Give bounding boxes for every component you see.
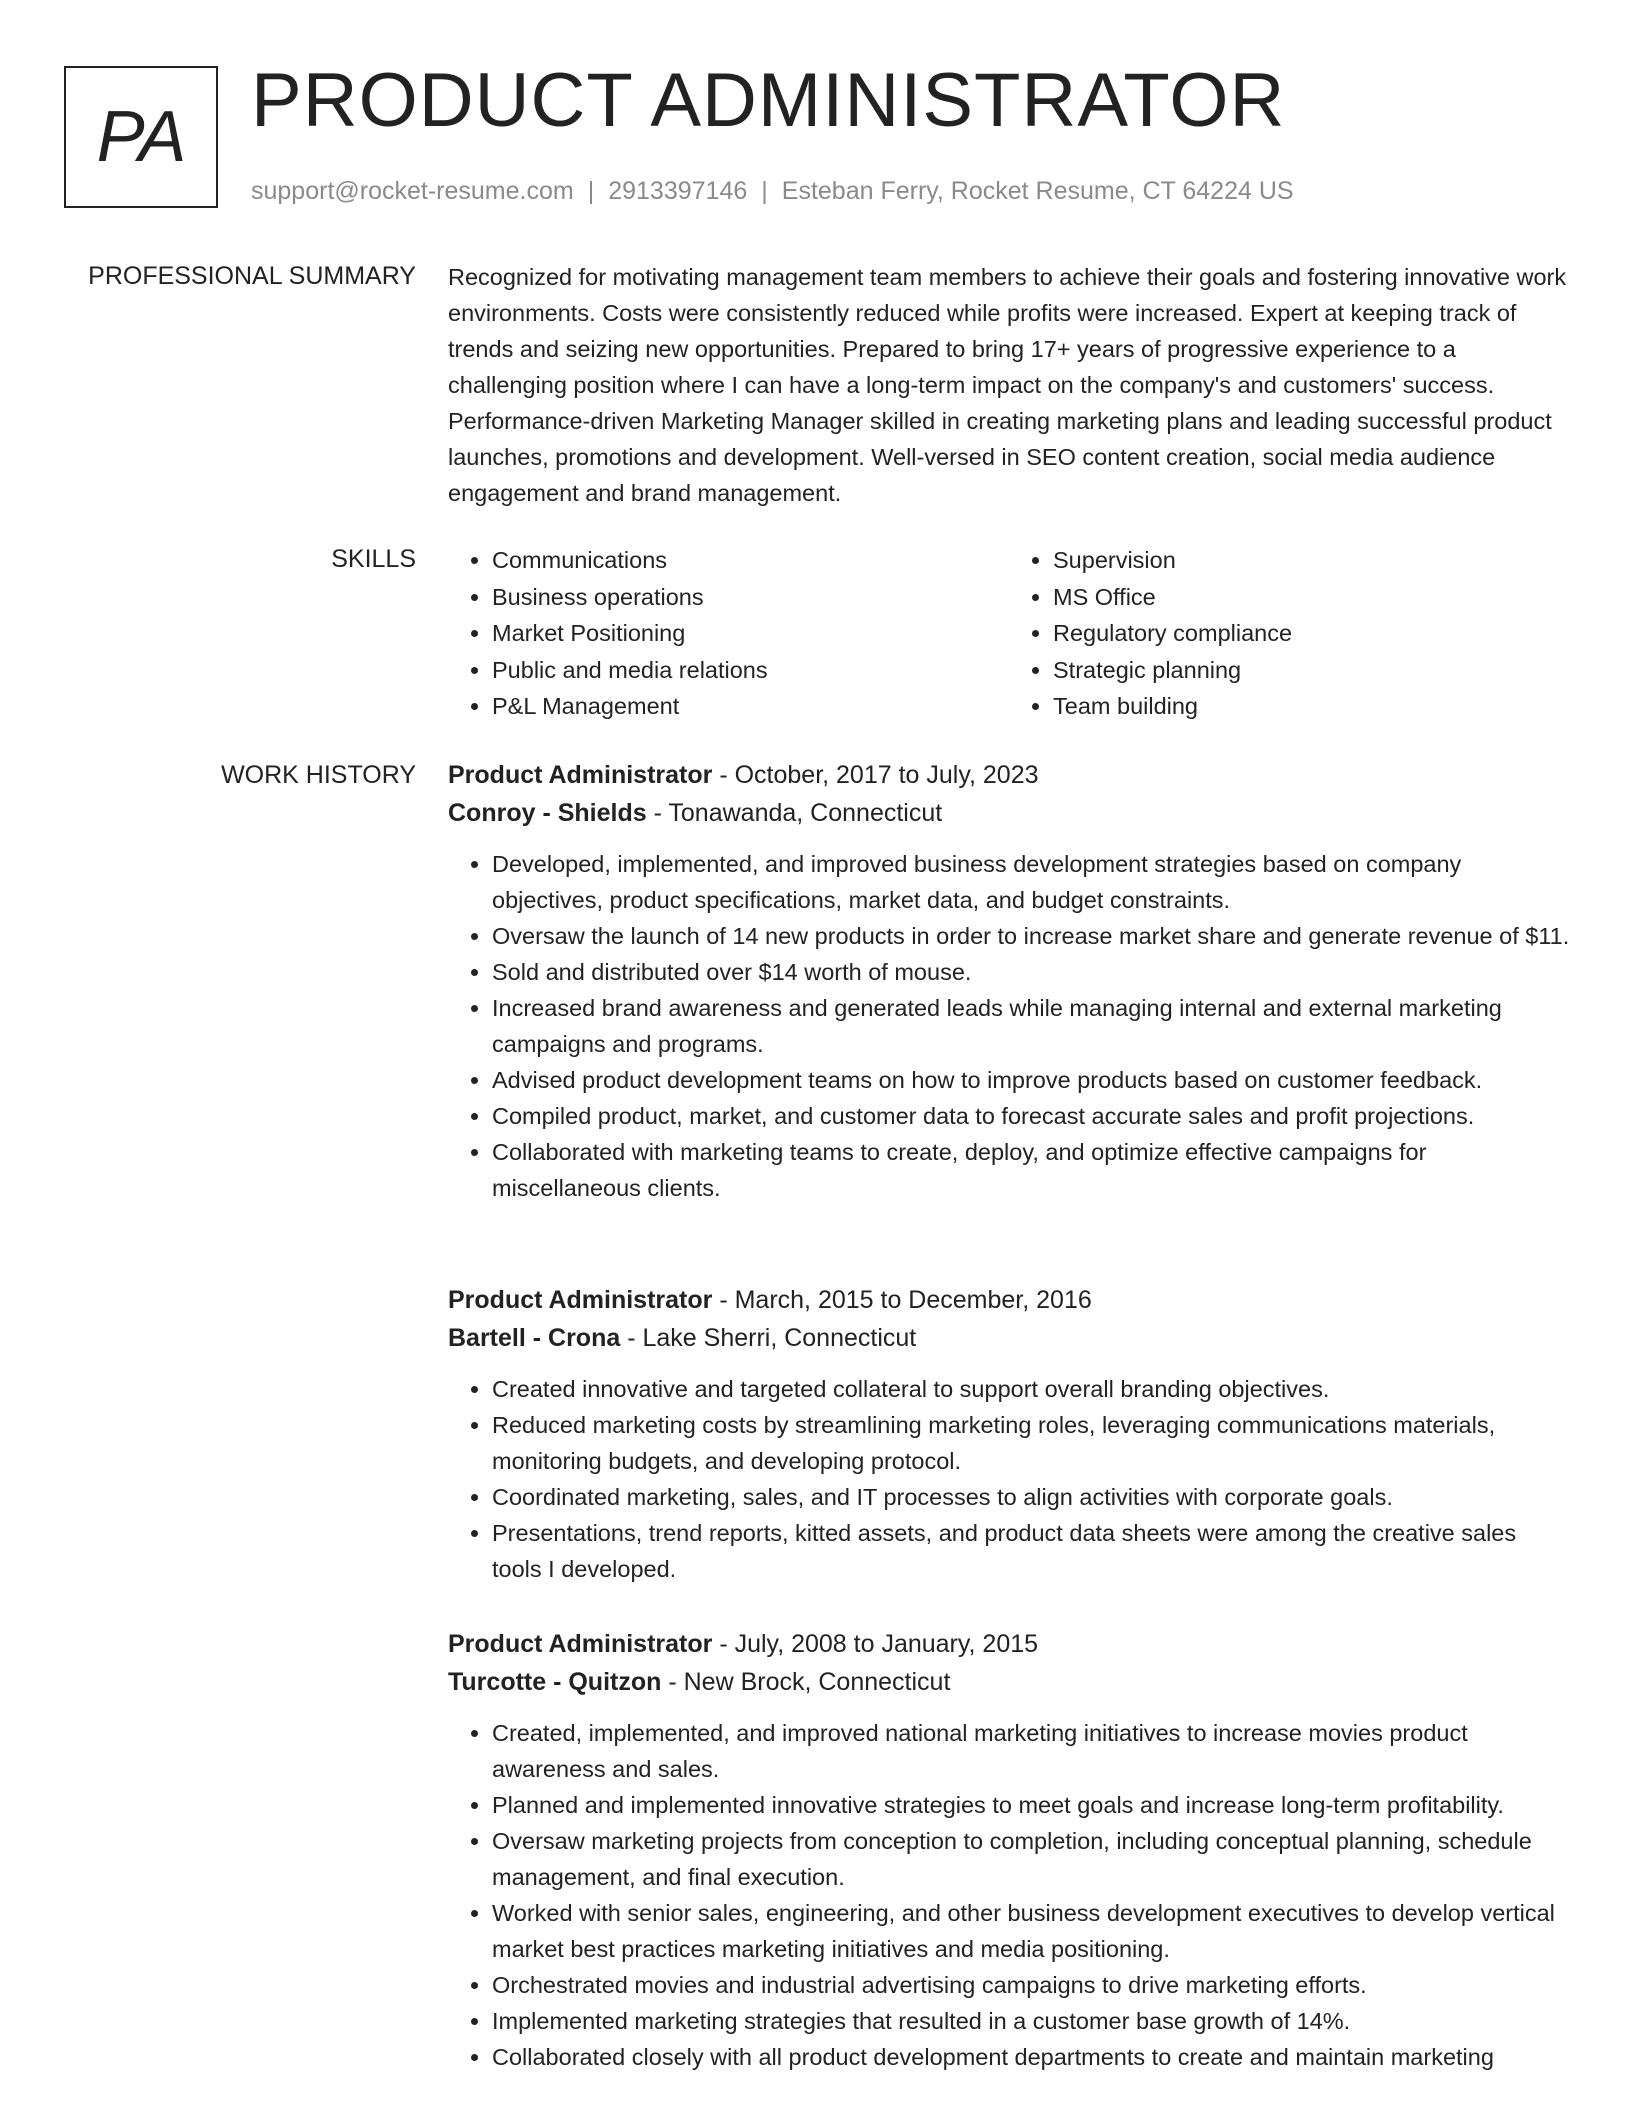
contact-phone: 2913397146: [608, 177, 748, 205]
resume-name: PRODUCT ADMINISTRATOR: [251, 58, 1286, 143]
job-company: Turcotte - Quitzon: [448, 1668, 662, 1696]
skill-item: • Strategic planning: [1053, 652, 1570, 689]
skill-item: • Communications: [492, 542, 1009, 579]
skill-item: • Regulatory compliance: [1053, 615, 1570, 652]
skill-item: • Public and media relations: [492, 652, 1009, 689]
job-bullet: • Collaborated closely with all product development departments to create and maintain marketing: [492, 2039, 1570, 2075]
contact-email: support@rocket-resume.com: [251, 177, 574, 205]
job-company: Conroy - Shields: [448, 799, 647, 827]
job-bullet: • Orchestrated movies and industrial advertising campaigns to drive marketing efforts.: [492, 1967, 1570, 2003]
job-company-line: [448, 1663, 1570, 1701]
job-bullet: • Increased brand awareness and generated leads while managing internal and external marketing campaigns and programs.: [492, 990, 1570, 1062]
job-entry: [448, 756, 1570, 1206]
job-bullet: • Created innovative and targeted collateral to support overall branding objectives.: [492, 1371, 1570, 1407]
job-location: - Tonawanda, Connecticut: [646, 799, 943, 827]
skill-item: • Supervision: [1053, 542, 1570, 579]
job-bullet: • Implemented marketing strategies that resulted in a customer base growth of 14%.: [492, 2003, 1570, 2039]
job-title-line: [448, 756, 1570, 794]
job-bullet: • Collaborated with marketing teams to create, deploy, and optimize effective campaigns for miscellaneous clients.: [492, 1134, 1570, 1206]
job-bullet: • Reduced marketing costs by streamlining marketing roles, leveraging communications materials, monitoring budgets, and developing protocol.: [492, 1407, 1570, 1479]
section-label-summary: PROFESSIONAL SUMMARY: [88, 262, 416, 290]
job-company-line: [448, 1319, 1570, 1357]
job-bullets: [448, 846, 1570, 1206]
job-dates: - October, 2017 to July, 2023: [712, 761, 1039, 789]
job-location: - New Brock, Connecticut: [661, 1668, 951, 1696]
job-bullet: • Planned and implemented innovative strategies to meet goals and increase long-term profitability.: [492, 1787, 1570, 1823]
job-bullets: [448, 1715, 1570, 2075]
contact-separator: |: [761, 177, 768, 205]
skill-item: • MS Office: [1053, 579, 1570, 616]
section-label-work-history: WORK HISTORY: [221, 761, 416, 789]
job-company-line: [448, 794, 1570, 832]
job-entry: [448, 1281, 1570, 1587]
contact-address: Esteban Ferry, Rocket Resume, CT 64224 US: [781, 177, 1294, 205]
job-dates: - March, 2015 to December, 2016: [712, 1286, 1092, 1314]
contact-separator: |: [587, 177, 595, 205]
job-title-line: [448, 1625, 1570, 1663]
section-label-skills: SKILLS: [331, 545, 416, 573]
job-title: Product Administrator: [448, 1630, 713, 1658]
skill-item: • Business operations: [492, 579, 1009, 616]
skills-list: [448, 542, 1570, 725]
skills-column-right: [1009, 542, 1570, 725]
job-bullet: • Presentations, trend reports, kitted assets, and product data sheets were among the creative sales tools I developed.: [492, 1515, 1570, 1587]
job-bullet: • Advised product development teams on how to improve products based on customer feedback.: [492, 1062, 1570, 1098]
job-dates: - July, 2008 to January, 2015: [712, 1630, 1039, 1658]
job-bullet: • Developed, implemented, and improved business development strategies based on company objectives, product specifications, market data, and budget constraints.: [492, 846, 1570, 918]
monogram-box: [64, 66, 218, 208]
job-title-line: [448, 1281, 1570, 1319]
contact-line: [251, 174, 1294, 208]
job-bullets: [448, 1371, 1570, 1587]
job-bullet: • Created, implemented, and improved national marketing initiatives to increase movies product awareness and sales.: [492, 1715, 1570, 1787]
job-bullet: • Sold and distributed over $14 worth of mouse.: [492, 954, 1570, 990]
monogram-initials: PA: [96, 97, 186, 177]
skill-item: • Team building: [1053, 688, 1570, 725]
job-title: Product Administrator: [448, 761, 713, 789]
summary-text: Recognized for motivating management team members to achieve their goals and fostering innovative work environments. Costs were consistently reduced while profits were increased. Expert at keeping track of trends and seizing new opportunities. Prepared to bring 17+ years of progressive experience to a challenging position where I can have a long-term impact on the company's and customers' success. Performance-driven Marketing Manager skilled in creating marketing plans and leading successful product launches, promotions and development. Well-versed in SEO content creation, social media audience engagement and brand management.: [448, 264, 1567, 506]
job-bullet: • Worked with senior sales, engineering, and other business development executives to develop vertical market best practices marketing initiatives and media positioning.: [492, 1895, 1570, 1967]
job-bullet: • Compiled product, market, and customer data to forecast accurate sales and profit projections.: [492, 1098, 1570, 1134]
skill-item: • P&L Management: [492, 688, 1009, 725]
job-title: Product Administrator: [448, 1286, 713, 1314]
job-entry: [448, 1625, 1570, 2075]
job-company: Bartell - Crona: [448, 1324, 621, 1352]
job-bullet: • Coordinated marketing, sales, and IT processes to align activities with corporate goals.: [492, 1479, 1570, 1515]
skill-item: • Market Positioning: [492, 615, 1009, 652]
job-bullet: • Oversaw marketing projects from conception to completion, including conceptual planning, schedule management, and final execution.: [492, 1823, 1570, 1895]
job-location: - Lake Sherri, Connecticut: [620, 1324, 917, 1352]
skills-column-left: [448, 542, 1009, 725]
job-bullet: • Oversaw the launch of 14 new products in order to increase market share and generate revenue of $11.: [492, 918, 1570, 954]
